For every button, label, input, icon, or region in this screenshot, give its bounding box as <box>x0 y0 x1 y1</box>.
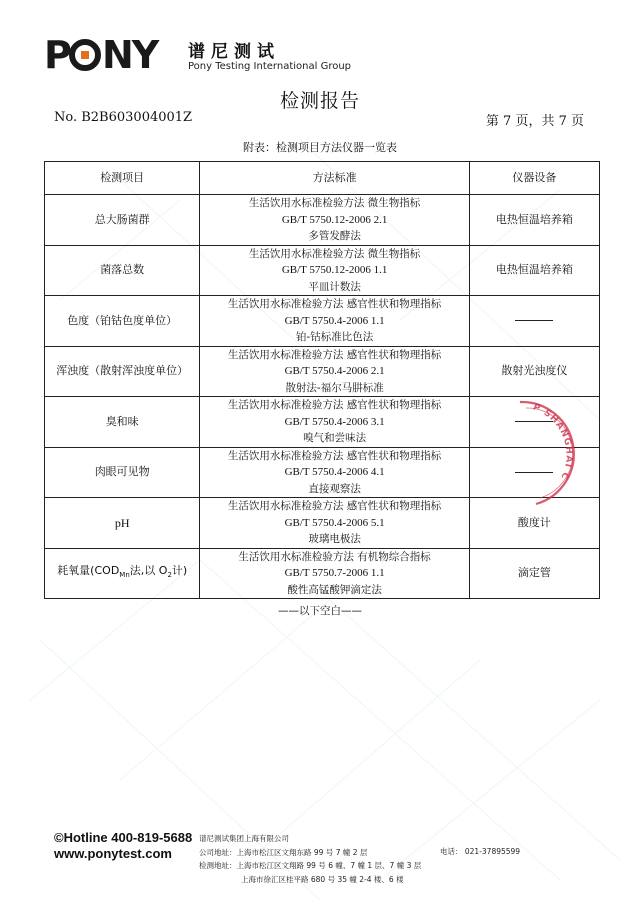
method-technique: 酸性高锰酸钾滴定法 <box>287 583 382 596</box>
method-cell <box>200 195 469 246</box>
lab-address-row <box>199 859 421 873</box>
item-part: 法,以 O <box>129 563 168 577</box>
method-name: 生活饮用水标准检验方法 微生物指标 <box>248 247 421 260</box>
item-part: 计) <box>171 563 188 577</box>
header-method-standard: 方法标准 <box>200 162 469 195</box>
method-cell <box>200 548 469 599</box>
empty-dash <box>515 320 553 321</box>
method-technique: 散射法-福尔马肼标准 <box>285 381 384 394</box>
equipment-cell: 散射光浊度仪 <box>469 346 599 397</box>
lab-address-2: 上海市徐汇区桂平路 680 号 35 幢 2-4 楼、6 楼 <box>241 874 404 884</box>
method-technique: 嗅气和尝味法 <box>303 432 367 444</box>
item-subscript: 2 <box>167 571 172 580</box>
brand-english-name: Pony Testing International Group <box>188 61 352 72</box>
method-cell <box>200 296 469 347</box>
method-standard-code: GB/T 5750.4-2006 5.1 <box>284 516 385 529</box>
equipment-cell: 电热恒温培养箱 <box>469 195 599 246</box>
method-technique: 玻璃电极法 <box>308 533 361 545</box>
method-cell <box>200 397 469 448</box>
test-item-cell: pH <box>45 498 200 549</box>
method-standard-code: GB/T 5750.4-2006 4.1 <box>284 466 385 478</box>
equipment-cell <box>469 296 599 347</box>
report-title: 检测报告 <box>279 90 360 112</box>
svg-text:P: P <box>44 34 70 74</box>
method-standard-code: GB/T 5750.7-2006 1.1 <box>284 567 385 579</box>
method-standard-code: GB/T 5750.4-2006 3.1 <box>284 415 385 428</box>
test-item-cell: 总大肠菌群 <box>45 195 200 246</box>
method-name: 生活饮用水标准检验方法 感官性状和物理指标 <box>227 500 442 512</box>
equipment-cell: 电热恒温培养箱 <box>469 245 599 296</box>
logo-graphic <box>44 34 184 74</box>
table-row <box>45 245 600 296</box>
report-number: No. B2B603004001Z <box>54 110 193 125</box>
table-row <box>45 195 600 246</box>
appendix-title: 附表：检测项目方法仪器一览表 <box>243 141 397 154</box>
lab-address-1: 上海市松江区文翔路 99 号 6 幢、7 幢 1 层、7 幢 3 层 <box>236 861 422 870</box>
test-item-cell: 色度（铂钴色度单位） <box>45 296 200 347</box>
company-info <box>199 832 421 886</box>
method-cell <box>200 498 469 549</box>
company-seal-stamp <box>500 398 610 508</box>
method-cell <box>200 447 469 498</box>
phone-number: 电话： 021-37895599 <box>440 847 521 856</box>
table-header-row <box>45 162 600 195</box>
hotline: ©Hotline 400-819-5688 <box>54 830 193 845</box>
method-technique: 直接观察法 <box>308 482 361 495</box>
method-technique: 平皿计数法 <box>308 280 361 293</box>
brand-chinese-name: 谱尼测试 <box>188 42 280 62</box>
item-subscript: Mn <box>119 571 130 580</box>
company-name: 谱尼测试集团上海有限公司 <box>199 834 289 843</box>
test-item-cell <box>45 548 200 599</box>
test-item-cell: 臭和味 <box>45 397 200 448</box>
method-name: 生活饮用水标准检验方法 感官性状和物理指标 <box>227 399 442 411</box>
item-part: 耗氧量(COD <box>57 563 120 577</box>
table-row <box>45 548 600 599</box>
method-name: 生活饮用水标准检验方法 感官性状和物理指标 <box>227 298 442 310</box>
company-address-row <box>199 846 421 860</box>
method-name: 生活饮用水标准检验方法 微生物指标 <box>248 197 421 209</box>
table-row <box>45 346 600 397</box>
method-technique: 铂-钴标准比色法 <box>295 331 374 343</box>
website-link[interactable]: www.ponytest.com <box>54 846 172 861</box>
method-standard-code: GB/T 5750.4-2006 1.1 <box>284 314 385 327</box>
method-standard-code: GB/T 5750.12-2006 1.1 <box>281 264 388 276</box>
page-indicator: 第 7 页，共 7 页 <box>485 114 584 129</box>
test-item-cell: 菌落总数 <box>45 245 200 296</box>
logo-wordmark <box>44 34 184 83</box>
method-technique: 多管发酵法 <box>308 230 361 242</box>
method-cell <box>200 346 469 397</box>
svg-text:NY: NY <box>102 34 158 74</box>
table-row <box>45 296 600 347</box>
test-items-table <box>44 161 600 599</box>
method-name: 生活饮用水标准检验方法 感官性状和物理指标 <box>227 449 442 462</box>
equipment-cell: 酸度计 <box>469 498 599 549</box>
method-standard-code: GB/T 5750.4-2006 2.1 <box>284 365 385 377</box>
address-label: 公司地址： <box>199 847 237 857</box>
header-equipment: 仪器设备 <box>469 162 599 195</box>
company-address: 上海市松江区文翔东路 99 号 7 幢 2 层 <box>236 847 368 857</box>
method-cell <box>200 245 469 296</box>
test-item-cell: 肉眼可见物 <box>45 447 200 498</box>
method-name: 生活饮用水标准检验方法 感官性状和物理指标 <box>227 348 442 361</box>
method-name: 生活饮用水标准检验方法 有机物综合指标 <box>238 550 431 563</box>
svg-text:P SHANGHAI C: P SHANGHAI C <box>531 402 574 482</box>
header-test-item: 检测项目 <box>45 162 200 195</box>
blank-below-note: ——以下空白—— <box>278 605 362 617</box>
lab-address-label: 检测地址： <box>199 861 237 870</box>
method-standard-code: GB/T 5750.12-2006 2.1 <box>281 213 388 226</box>
test-item-cell: 浑浊度（散射浑浊度单位） <box>45 346 200 397</box>
equipment-cell: 滴定管 <box>469 548 599 599</box>
